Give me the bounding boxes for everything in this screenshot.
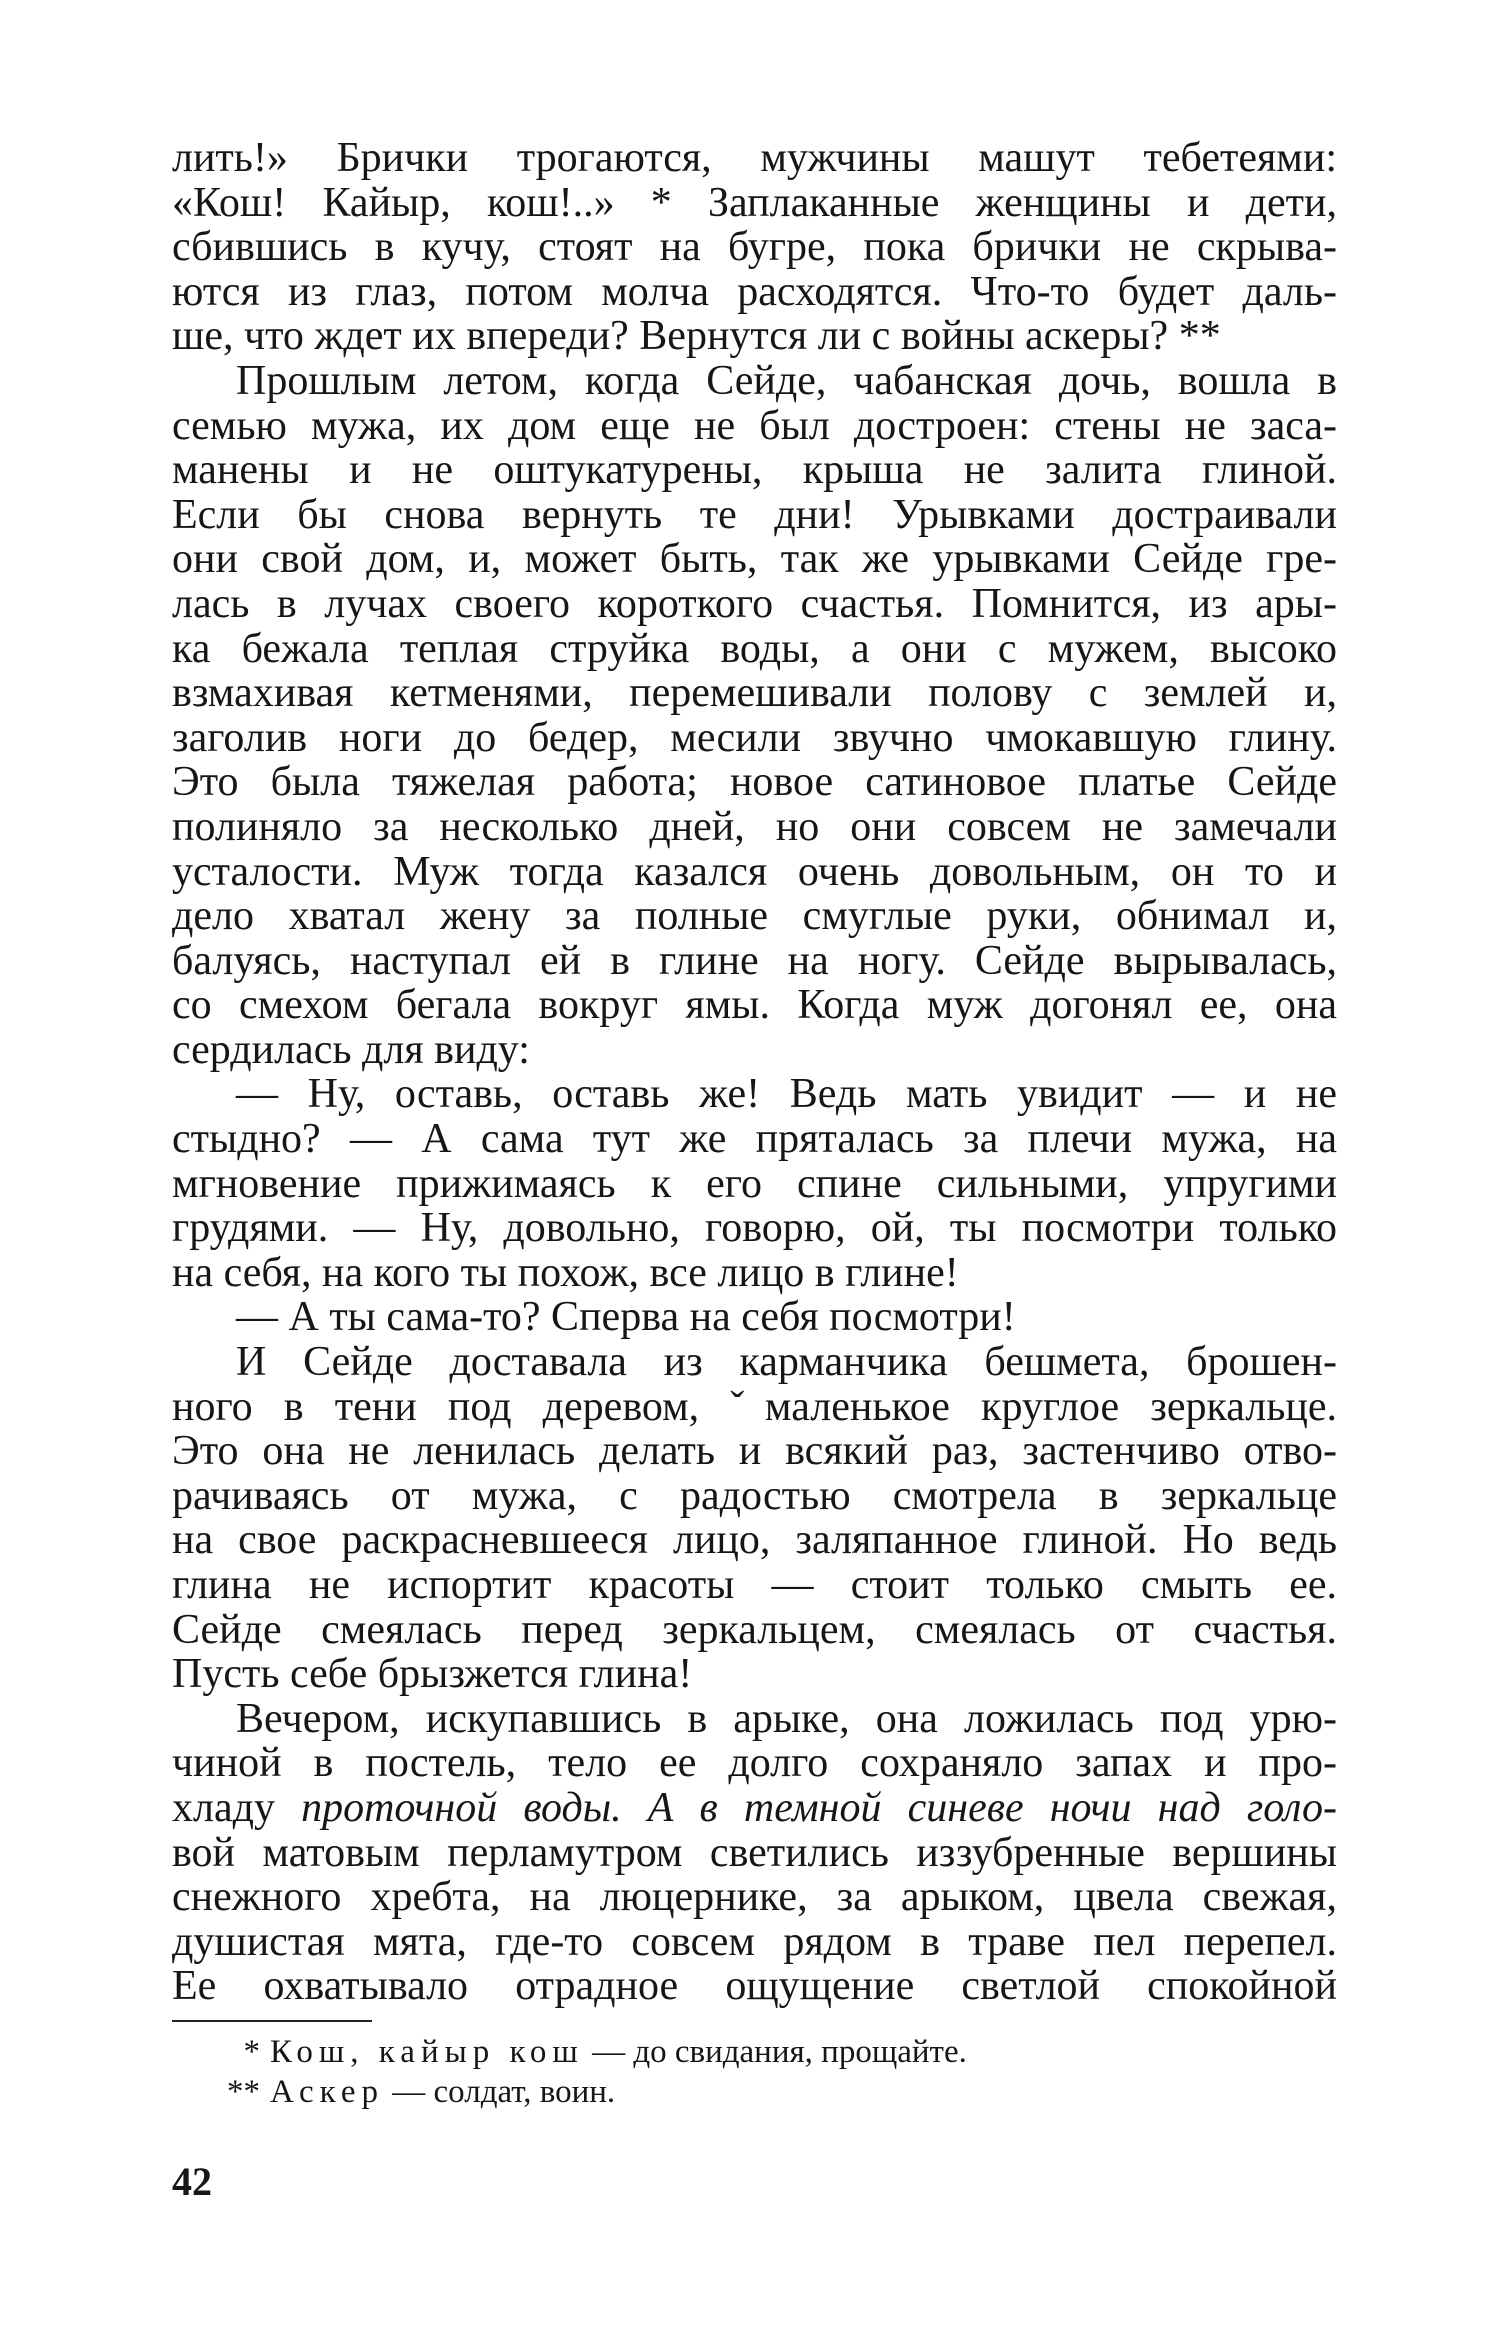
text-line: со смехом бегала вокруг ямы. Когда муж догонял ее, она xyxy=(172,982,1337,1029)
text-line: взмахивая кетменями, перемешивали полову с землей и, xyxy=(172,670,1337,717)
text-line: стыдно? — А сама тут же пряталась за плечи мужа, на xyxy=(172,1116,1337,1163)
text-line: ка бежала теплая струйка воды, а они с мужем, высоко xyxy=(172,625,1337,672)
text-line: Если бы снова вернуть те дни! Урывками достраивали xyxy=(172,491,1337,538)
text-line: грудями. — Ну, довольно, говорю, ой, ты посмотри только xyxy=(172,1205,1337,1252)
text-line: И Сейде доставала из карманчика бешмета, брошен- xyxy=(236,1339,1337,1386)
footnote-term: Кош, кайыр кош xyxy=(270,2034,584,2070)
text-line: чиной в постель, тело ее долго сохраняло запах и про- xyxy=(172,1740,1337,1787)
footnote-text: — до свидания, прощайте. xyxy=(583,2034,967,2070)
text-line: — Ну, оставь, оставь же! Ведь мать увидит — и не xyxy=(236,1071,1337,1118)
text-line: усталости. Муж тогда казался очень довольным, он то и xyxy=(172,848,1337,895)
text-line: они свой дом, и, может быть, так же урывками Сейде гре- xyxy=(172,536,1337,583)
text-line: Это была тяжелая работа; новое сатиновое платье Сейде xyxy=(172,759,1337,806)
text-line: заголив ноги до бедер, месили звучно чмокавшую глину. xyxy=(172,714,1337,761)
text-line: на себя, на кого ты похож, все лицо в глине! xyxy=(172,1249,959,1296)
text-line: ются из глаз, потом молча расходятся. Что-то будет даль- xyxy=(172,268,1337,315)
text-line: душистая мята, где-то совсем рядом в траве пел перепел. xyxy=(172,1918,1337,1965)
text-line: лась в лучах своего короткого счастья. Помнится, из ары- xyxy=(172,580,1337,627)
text-line: балуясь, наступал ей в глине на ногу. Сейде вырывалась, xyxy=(172,937,1337,984)
footnote-mark: * xyxy=(243,2034,260,2070)
text-line: хладу проточной воды. А в темной синеве ночи над голо- xyxy=(172,1784,1337,1831)
text-line: снежного хребта, на люцернике, за арыком, цвела свежая, xyxy=(172,1874,1337,1921)
footnote-divider xyxy=(172,2020,372,2022)
text-line: полиняло за несколько дней, но они совсем не замечали xyxy=(172,803,1337,850)
footnote-mark: ** xyxy=(227,2074,260,2110)
text-line: ше, что ждет их впереди? Вернутся ли с войны аскеры? ** xyxy=(172,313,1221,360)
text-line: Сейде смеялась перед зеркальцем, смеялась от счастья. xyxy=(172,1606,1337,1653)
page-number: 42 xyxy=(172,2159,212,2204)
text-line: вой матовым перламутром светились иззубренные вершины xyxy=(172,1829,1337,1876)
text-line: дело хватал жену за полные смуглые руки, обнимал и, xyxy=(172,893,1337,940)
text-line: Вечером, искупавшись в арыке, она ложилась под урю- xyxy=(236,1695,1337,1742)
text-line: глина не испортит красоты — стоит только смыть ее. xyxy=(172,1562,1337,1608)
text-line: сбившись в кучу, стоят на бугре, пока брички не скрыва- xyxy=(172,224,1337,271)
footnote-text: — солдат, воин. xyxy=(384,2074,616,2110)
text-line: манены и не оштукатурены, крыша не залита глиной. xyxy=(172,447,1337,494)
text-line: Это она не ленилась делать и всякий раз, застенчиво отво- xyxy=(172,1428,1337,1475)
footnote xyxy=(172,2072,1172,2112)
text-line: на свое раскрасневшееся лицо, заляпанное глиной. Но ведь xyxy=(172,1517,1337,1564)
text-line: — А ты сама-то? Сперва на себя посмотри! xyxy=(236,1294,1016,1341)
text-line: рачиваясь от мужа, с радостью смотрела в зеркальце xyxy=(172,1472,1337,1519)
text-line: Пусть себе брызжется глина! xyxy=(172,1651,693,1698)
text-line: семью мужа, их дом еще не был достроен: стены не заса- xyxy=(172,402,1337,449)
text-line: сердилась для виду: xyxy=(172,1026,530,1073)
footnote-term: Аскер xyxy=(270,2074,385,2110)
text-line: ного в тени под деревом, ˇмаленькое круглое зеркальце. xyxy=(172,1383,1337,1430)
text-line: Ее охватывало отрадное ощущение светлой спокойной xyxy=(172,1963,1337,2010)
text-line: Прошлым летом, когда Сейде, чабанская дочь, вошла в xyxy=(236,357,1337,404)
text-line: мгновение прижимаясь к его спине сильными, упругими xyxy=(172,1160,1337,1207)
text-line: «Кош! Кайыр, кош!..» * Заплаканные женщины и дети, xyxy=(172,179,1337,226)
text-line: лить!» Брички трогаются, мужчины машут тебетеями: xyxy=(172,135,1337,181)
footnote xyxy=(172,2032,1172,2072)
body-text xyxy=(172,136,1337,2009)
footnotes xyxy=(172,2032,1172,2112)
